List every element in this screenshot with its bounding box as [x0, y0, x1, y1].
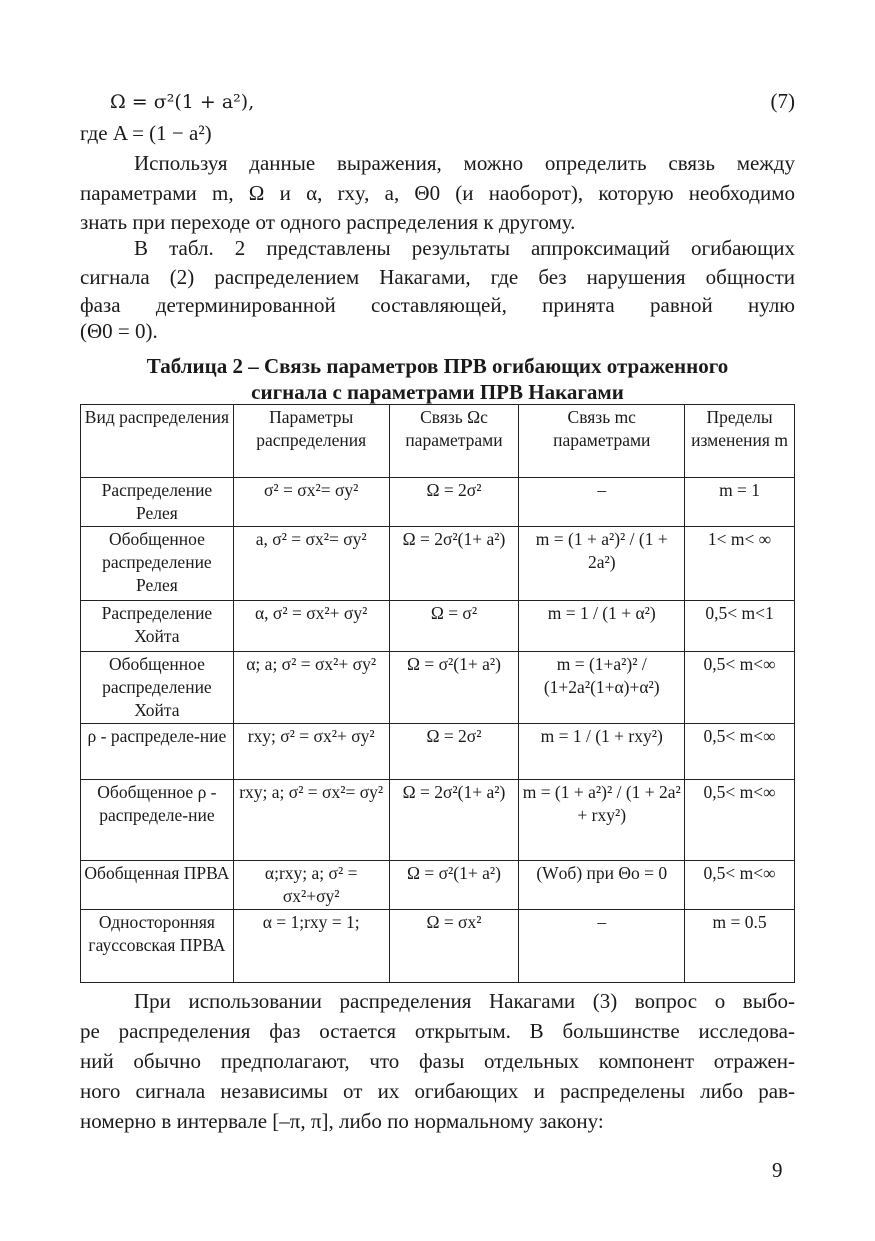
table-cell: α = 1;rxy = 1;	[233, 910, 389, 983]
table-cell: Связь mc параметрами	[519, 405, 685, 478]
table-cell: Распределение Хойта	[81, 601, 234, 652]
table-cell: Связь Ωc параметрами	[389, 405, 519, 478]
table-cell: α, σ² = σx²+ σy²	[233, 601, 389, 652]
equation-text: Ω = σ²(1 + a²),	[110, 91, 255, 113]
table-caption: сигнала с параметрами ПРВ Накагами	[251, 380, 624, 404]
page-number: 9	[772, 1158, 783, 1182]
paragraph-line: При использовании распределения Накагами (3) вопрос о выбо-	[134, 989, 795, 1013]
table-cell: ρ - распределе-ние	[81, 724, 234, 780]
table-cell: (Wоб) при Θо = 0	[519, 861, 685, 910]
paragraph-line: знать при переходе от одного распределения к другому.	[80, 210, 576, 234]
table-cell: 0,5< m<∞	[685, 724, 795, 780]
where-line: где A = (1 − a²)	[80, 121, 212, 145]
paragraph-line: ний обычно предполагают, что фазы отдельных компонент отражен-	[80, 1049, 795, 1073]
paragraph-line: сигнала (2) распределением Накагами, где без нарушения общности	[80, 265, 795, 289]
table-cell: Параметры распределения	[233, 405, 389, 478]
table-cell: α;rxy; a; σ² = σx²+σy²	[233, 861, 389, 910]
table-cell: Пределы изменения m	[685, 405, 795, 478]
table-cell: a, σ² = σx²= σy²	[233, 527, 389, 601]
table-cell: rxy; a; σ² = σx²= σy²	[233, 780, 389, 861]
table-cell: Ω = σ²(1+ a²)	[389, 861, 519, 910]
equation-number: (7)	[770, 89, 795, 113]
equation-7	[110, 88, 795, 115]
table-row	[81, 478, 795, 527]
table-cell: m = (1+a²)² / (1+2a²(1+α)+α²)	[519, 652, 685, 724]
table-row	[81, 724, 795, 780]
table-caption: Таблица 2 – Связь параметров ПРВ огибающих отраженного	[146, 354, 729, 378]
paragraph-line: номерно в интервале [–π, π], либо по нормальному закону:	[80, 1109, 604, 1133]
table-cell: 0,5< m<∞	[685, 780, 795, 861]
table-cell: m = (1 + a²)² / (1 + 2a² + rxy²)	[519, 780, 685, 861]
table-row	[81, 861, 795, 910]
table-cell: m = (1 + a²)² / (1 + 2a²)	[519, 527, 685, 601]
table-row	[81, 910, 795, 983]
table-row	[81, 652, 795, 724]
table-cell: Ω = 2σ²	[389, 478, 519, 527]
table-cell: Обобщенная ПРВА	[81, 861, 234, 910]
table-cell: 0,5< m<∞	[685, 861, 795, 910]
table-header-row	[81, 405, 795, 478]
table-cell: 1< m< ∞	[685, 527, 795, 601]
table-cell: Ω = σ²(1+ a²)	[389, 652, 519, 724]
table-row	[81, 780, 795, 861]
table-cell: Ω = 2σ²(1+ a²)	[389, 780, 519, 861]
table-cell: Ω = 2σ²(1+ a²)	[389, 527, 519, 601]
table-cell: Ω = 2σ²	[389, 724, 519, 780]
table-cell: σ² = σx²= σy²	[233, 478, 389, 527]
table-cell: Ω = σ²	[389, 601, 519, 652]
table-cell: m = 1 / (1 + rxy²)	[519, 724, 685, 780]
table-row	[81, 601, 795, 652]
paragraph-line: В табл. 2 представлены результаты аппроксимаций огибающих	[134, 236, 795, 260]
paragraph-line: ного сигнала независимы от их огибающих и распределены либо рав-	[80, 1079, 795, 1103]
table-cell: Обобщенное распределение Хойта	[81, 652, 234, 724]
table-cell: m = 1 / (1 + α²)	[519, 601, 685, 652]
table-cell: –	[519, 910, 685, 983]
table-cell: Распределение Релея	[81, 478, 234, 527]
table-cell: Обобщенное распределение Релея	[81, 527, 234, 601]
table-cell: 0,5< m<∞	[685, 652, 795, 724]
table-cell: 0,5< m<1	[685, 601, 795, 652]
paragraph-line: параметрами m, Ω и α, rxy, a, Θ0 (и наоборот), которую необходимо	[80, 181, 795, 205]
paragraph-line: ре распределения фаз остается открытым. В большинстве исследова-	[80, 1019, 795, 1043]
paragraph-line: (Θ0 = 0).	[80, 319, 158, 343]
nakagami-table	[80, 404, 795, 983]
table-cell: Вид распределения	[81, 405, 234, 478]
table-cell: rxy; σ² = σx²+ σy²	[233, 724, 389, 780]
paragraph-line: фаза детерминированной составляющей, принята равной нулю	[80, 293, 795, 317]
table-cell: m = 1	[685, 478, 795, 527]
paragraph-line: Используя данные выражения, можно определить связь между	[134, 151, 795, 175]
table-cell: α; a; σ² = σx²+ σy²	[233, 652, 389, 724]
table-cell: Односторонняя гауссовская ПРВА	[81, 910, 234, 983]
table-cell: m = 0.5	[685, 910, 795, 983]
table-cell: Обобщенное ρ - распределе-ние	[81, 780, 234, 861]
table-row	[81, 527, 795, 601]
table-cell: Ω = σx²	[389, 910, 519, 983]
table-cell: –	[519, 478, 685, 527]
